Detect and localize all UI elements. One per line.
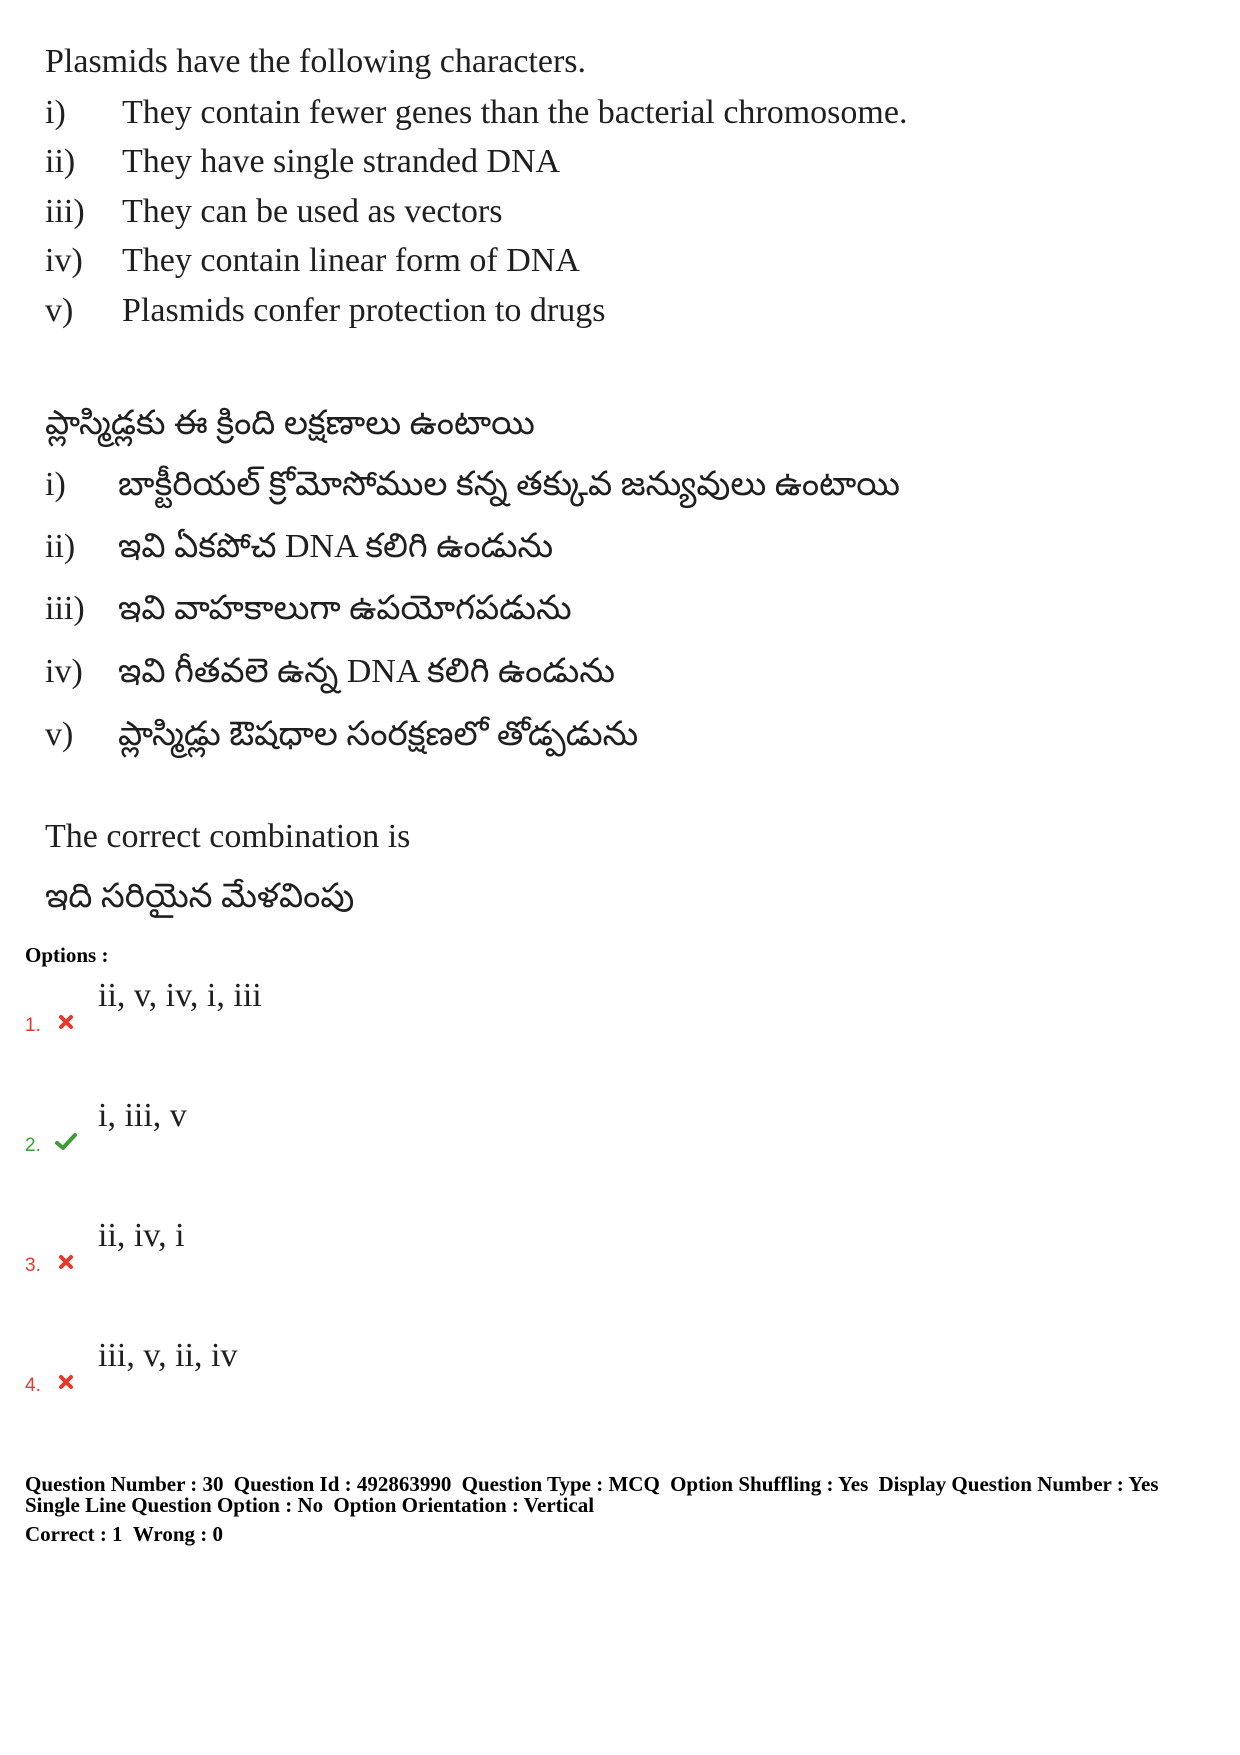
option-number: 1. — [25, 1015, 41, 1036]
statement-numeral: iv) — [45, 242, 83, 279]
question-meta-line-2 — [25, 1494, 594, 1516]
meta-field: Display Question Number : Yes — [878, 1472, 1159, 1496]
score-line — [25, 1523, 223, 1545]
statement-numeral: v) — [45, 716, 74, 753]
statement-text: They contain fewer genes than the bacterial chromosome. — [122, 94, 908, 131]
statement-text: Plasmids confer protection to drugs — [122, 292, 606, 329]
option-3 — [0, 1214, 1240, 1284]
statement-te-4 — [0, 647, 1240, 697]
meta-field: Single Line Question Option : No — [25, 1493, 324, 1517]
option-4 — [0, 1334, 1240, 1404]
statement-numeral: ii) — [45, 143, 76, 180]
question-stem-english: Plasmids have the following characters. — [45, 43, 587, 80]
statement-te-1 — [0, 460, 1240, 510]
question-meta-line-1 — [25, 1473, 1159, 1495]
statement-text: They have single stranded DNA — [122, 143, 561, 180]
option-number: 3. — [25, 1255, 41, 1276]
cross-glyph — [56, 1372, 76, 1392]
statement-text: ఇవి ఏకపోచ DNA కలిగి ఉండును — [118, 528, 554, 565]
meta-field: Option Shuffling : Yes — [670, 1472, 869, 1496]
check-icon — [54, 1131, 78, 1153]
statement-text: ఇవి గీతవలె ఉన్న DNA కలిగి ఉండును — [118, 653, 615, 690]
statement-text: They can be used as vectors — [122, 193, 503, 230]
wrong-marks: Wrong : 0 — [132, 1522, 224, 1546]
option-text: ii, v, iv, i, iii — [98, 977, 262, 1014]
statement-te-5 — [0, 710, 1240, 760]
statement-en-1 — [0, 91, 1240, 135]
statement-en-5 — [0, 289, 1240, 333]
cross-icon — [54, 1371, 78, 1393]
statement-text: ఇవి వాహకాలుగా ఉపయోగపడును — [118, 590, 572, 627]
meta-field: Question Type : MCQ — [461, 1472, 660, 1496]
option-text: iii, v, ii, iv — [98, 1337, 238, 1374]
statement-en-3 — [0, 190, 1240, 234]
correct-marks: Correct : 1 — [25, 1522, 123, 1546]
statement-text: బాక్టీరియల్ క్రోమోసోముల కన్న తక్కువ జన్యువులు ఉంటాయి — [118, 466, 900, 503]
statement-te-3 — [0, 584, 1240, 634]
option-text: i, iii, v — [98, 1097, 187, 1134]
statement-numeral: i) — [45, 94, 66, 131]
statement-numeral: ii) — [45, 528, 76, 565]
statement-te-2 — [0, 522, 1240, 572]
statement-numeral: iv) — [45, 653, 83, 690]
statement-text: They contain linear form of DNA — [122, 242, 580, 279]
option-number: 4. — [25, 1375, 41, 1396]
statement-numeral: v) — [45, 292, 74, 329]
options-label: Options : — [25, 943, 109, 967]
question-prompt-english: The correct combination is — [45, 818, 411, 855]
cross-glyph — [56, 1252, 76, 1272]
statement-numeral: iii) — [45, 193, 85, 230]
statement-en-4 — [0, 239, 1240, 283]
option-1 — [0, 974, 1240, 1044]
cross-icon — [54, 1011, 78, 1033]
statement-numeral: iii) — [45, 590, 85, 627]
statement-text: ప్లాస్మిడ్లు ఔషధాల సంరక్షణలో తోడ్పడును — [118, 716, 639, 753]
statement-numeral: i) — [45, 466, 66, 503]
cross-icon — [54, 1251, 78, 1273]
option-2 — [0, 1094, 1240, 1164]
meta-field: Option Orientation : Vertical — [333, 1493, 595, 1517]
statement-en-2 — [0, 140, 1240, 184]
cross-glyph — [56, 1012, 76, 1032]
meta-field: Question Number : 30 — [25, 1472, 224, 1496]
option-text: ii, iv, i — [98, 1217, 185, 1254]
question-stem-telugu: ప్లాస్మిడ్లకు ఈ క్రింది లక్షణాలు ఉంటాయి — [45, 405, 535, 442]
meta-field: Question Id : 492863990 — [233, 1472, 452, 1496]
question-prompt-telugu: ఇది సరియైన మేళవింపు — [45, 878, 355, 915]
option-number: 2. — [25, 1135, 41, 1156]
check-glyph — [54, 1132, 78, 1152]
